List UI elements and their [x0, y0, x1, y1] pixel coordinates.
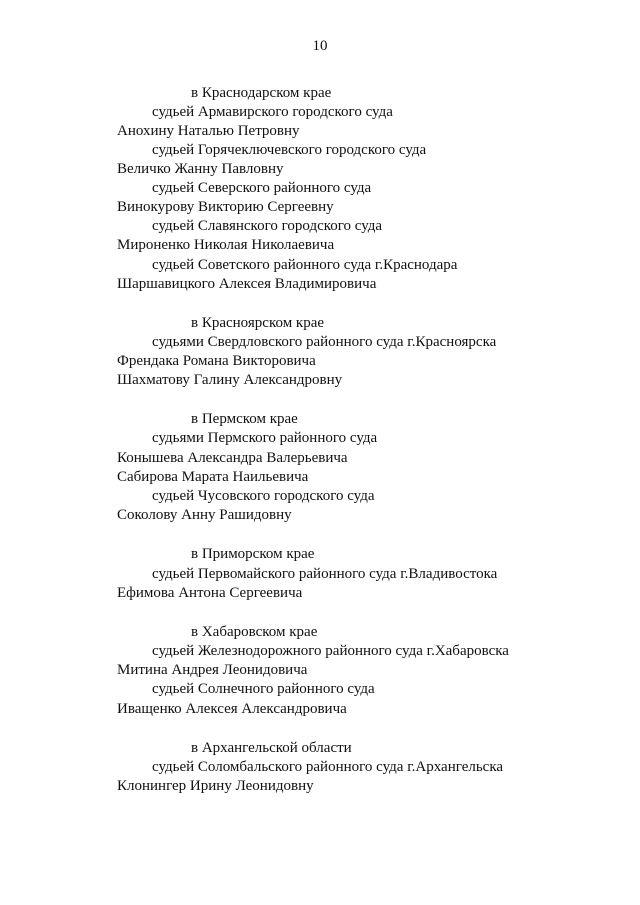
- appointee-name: Анохину Наталью Петровну: [117, 123, 300, 139]
- court-line: судьей Горячеключевского городского суда: [152, 142, 427, 158]
- appointee-name: Клонингер Ирину Леонидовну: [117, 778, 314, 794]
- region-heading: в Красноярском крае: [191, 315, 325, 331]
- appointee-name: Винокурову Викторию Сергеевну: [117, 199, 334, 215]
- region-heading: в Хабаровском крае: [191, 624, 318, 640]
- appointee-name: Мироненко Николая Николаевича: [117, 237, 335, 253]
- appointee-name: Шахматову Галину Александровну: [117, 372, 343, 388]
- court-line: судьей Советского районного суда г.Краснодара: [152, 257, 458, 273]
- appointee-name: Соколову Анну Рашидовну: [117, 507, 292, 523]
- region-heading: в Краснодарском крае: [191, 85, 332, 101]
- appointee-name: Иващенко Алексея Александровича: [117, 701, 347, 717]
- court-line: судьей Северского районного суда: [152, 180, 372, 196]
- court-line: судьей Соломбальского районного суда г.Архангельска: [152, 759, 504, 775]
- court-line: судьей Славянского городского суда: [152, 218, 383, 234]
- appointee-name: Величко Жанну Павловну: [117, 161, 284, 177]
- region-heading: в Архангельской области: [191, 740, 352, 756]
- court-line: судьей Солнечного районного суда: [152, 681, 375, 697]
- court-line: судьями Свердловского районного суда г.Красноярска: [152, 334, 497, 350]
- appointee-name: Митина Андрея Леонидовича: [117, 662, 308, 678]
- page-number: 10: [312, 38, 328, 54]
- appointee-name: Френдака Романа Викторовича: [117, 353, 316, 369]
- appointee-name: Сабирова Марата Наильевича: [117, 469, 309, 485]
- court-line: судьей Первомайского районного суда г.Владивостока: [152, 566, 498, 582]
- court-line: судьей Чусовского городского суда: [152, 488, 375, 504]
- court-line: судьями Пермского районного суда: [152, 430, 378, 446]
- appointee-name: Шаршавицкого Алексея Владимировича: [117, 276, 377, 292]
- appointee-name: Конышева Александра Валерьевича: [117, 450, 348, 466]
- court-line: судьей Армавирского городского суда: [152, 104, 393, 120]
- court-line: судьей Железнодорожного районного суда г.Хабаровска: [152, 643, 509, 659]
- region-heading: в Приморском крае: [191, 546, 315, 562]
- appointee-name: Ефимова Антона Сергеевича: [117, 585, 303, 601]
- region-heading: в Пермском крае: [191, 411, 298, 427]
